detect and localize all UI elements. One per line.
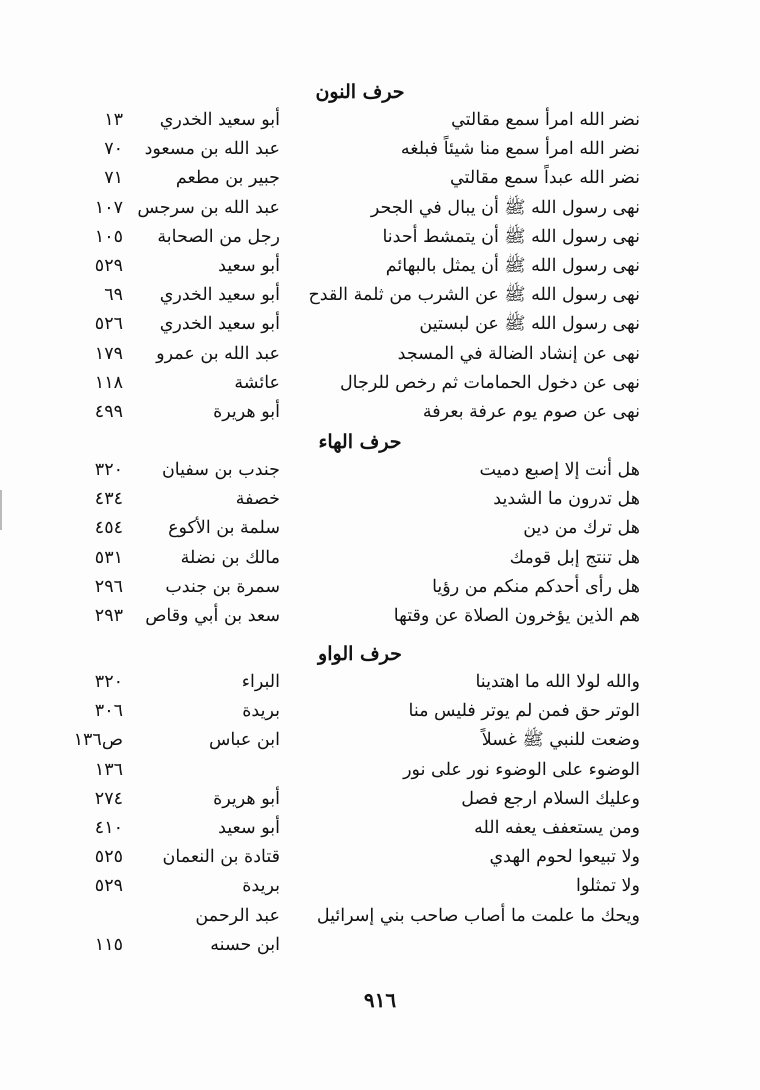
page-reference: ٢٩٣ bbox=[94, 605, 123, 626]
index-row bbox=[80, 872, 640, 901]
page-reference: ١٧٩ bbox=[94, 343, 123, 364]
index-row bbox=[80, 194, 640, 223]
hadith-text: هل تنتج إبل قومك bbox=[509, 547, 640, 568]
page-reference: ٧١ bbox=[104, 168, 123, 189]
hadith-text: الوضوء على الوضوء نور على نور bbox=[403, 759, 640, 780]
narrator-name: سعد بن أبي وقاص bbox=[145, 605, 280, 626]
index-row bbox=[73, 726, 640, 755]
page-reference: ٧٠ bbox=[104, 139, 123, 160]
narrator-name: عبد الرحمن bbox=[195, 905, 280, 926]
hadith-text: نهى رسول الله ﷺ عن الشرب من ثلمة القدح bbox=[308, 285, 640, 306]
index-row bbox=[80, 514, 640, 543]
index-row bbox=[80, 106, 640, 135]
index-row bbox=[80, 164, 640, 193]
narrator-name: سمرة بن جندب bbox=[165, 576, 280, 597]
section-ha bbox=[80, 428, 640, 631]
narrator-name: ابن حسنه bbox=[210, 934, 280, 955]
hadith-text: والله لولا الله ما اهتدينا bbox=[475, 672, 640, 692]
page-reference: ٥٣١ bbox=[94, 547, 123, 568]
narrator-name: البراء bbox=[241, 672, 280, 692]
narrator-name: بريدة bbox=[242, 876, 280, 897]
page-reference: ٣٢٠ bbox=[94, 460, 123, 480]
hadith-text: وضعت للنبي ﷺ غسلاً bbox=[481, 730, 640, 751]
narrator-name: عبد الله بن سرجس bbox=[137, 197, 280, 218]
index-row bbox=[80, 252, 640, 281]
page-reference: ١٠٥ bbox=[94, 226, 123, 247]
hadith-text: هل ترك من دين bbox=[523, 518, 640, 539]
section-heading: حرف الهاء bbox=[318, 431, 402, 453]
page-reference: ٥٢٩ bbox=[94, 255, 123, 276]
index-row bbox=[80, 485, 640, 514]
narrator-name: أبو سعيد bbox=[218, 255, 280, 276]
page-reference: ٣٠٦ bbox=[94, 701, 123, 722]
hadith-text: هل تدرون ما الشديد bbox=[493, 489, 640, 510]
narrator-name: أبو سعيد bbox=[218, 817, 280, 838]
page-reference: ٣٢٠ bbox=[94, 672, 123, 692]
page-reference: ١٣٦ bbox=[94, 759, 123, 780]
hadith-text: نهى رسول الله ﷺ عن لبستين bbox=[419, 314, 640, 335]
page-reference: ١٣ bbox=[104, 110, 123, 130]
narrator-name: أبو سعيد الخدري bbox=[159, 110, 280, 130]
index-row bbox=[80, 756, 640, 785]
hadith-text: نضر الله امرأ سمع منا شيئاً فبلغه bbox=[400, 139, 640, 160]
narrator-name: عائشة bbox=[234, 372, 280, 393]
narrator-name: أبو هريرة bbox=[213, 788, 280, 809]
page-number: ٩١٦ bbox=[363, 988, 397, 1012]
page-reference: ص١٣٦ bbox=[73, 730, 123, 751]
page-reference: ١١٨ bbox=[94, 372, 123, 393]
page-reference: ١١٥ bbox=[94, 934, 123, 955]
page-reference: ٤٣٤ bbox=[94, 489, 123, 510]
index-row bbox=[80, 573, 640, 602]
hadith-text: وعليك السلام ارجع فصل bbox=[461, 788, 640, 809]
section-waw bbox=[73, 640, 640, 960]
index-row bbox=[80, 814, 640, 843]
index-row bbox=[80, 398, 640, 427]
section-nun bbox=[80, 78, 640, 427]
page-reference: ٦٩ bbox=[104, 285, 123, 306]
narrator-name: مالك بن نضلة bbox=[180, 547, 280, 568]
hadith-text: نهى عن صوم يوم عرفة بعرفة bbox=[422, 401, 640, 422]
narrator-name: سلمة بن الأكوع bbox=[168, 518, 280, 539]
index-row bbox=[80, 843, 640, 872]
page-reference: ٥٢٦ bbox=[94, 314, 123, 335]
index-row bbox=[80, 668, 640, 697]
narrator-name: عبد الله بن عمرو bbox=[156, 343, 280, 364]
index-row bbox=[80, 931, 640, 960]
narrator-name: خصفة bbox=[235, 489, 280, 510]
page-reference: ٥٢٩ bbox=[94, 876, 123, 897]
narrator-name: أبو سعيد الخدري bbox=[159, 314, 280, 335]
hadith-text: نهى عن إنشاد الضالة في المسجد bbox=[397, 343, 640, 364]
index-row bbox=[80, 697, 640, 726]
index-row bbox=[80, 281, 640, 310]
page-reference: ٥٢٥ bbox=[94, 847, 123, 868]
index-row bbox=[80, 369, 640, 398]
section-heading: حرف النون bbox=[315, 81, 405, 103]
hadith-text: نهى رسول الله ﷺ أن يبال في الجحر bbox=[370, 197, 640, 218]
narrator-name: عبد الله بن مسعود bbox=[144, 139, 280, 160]
index-row bbox=[80, 135, 640, 164]
narrator-name: بريدة bbox=[242, 701, 280, 722]
narrator-name: رجل من الصحابة bbox=[157, 226, 280, 247]
hadith-text: نهى رسول الله ﷺ أن يتمشط أحدنا bbox=[382, 226, 640, 247]
hadith-text: نضر الله امرأ سمع مقالتي bbox=[451, 110, 640, 130]
index-row bbox=[80, 602, 640, 631]
page-reference: ١٠٧ bbox=[94, 197, 123, 218]
narrator-name: أبو سعيد الخدري bbox=[159, 285, 280, 306]
index-row bbox=[80, 456, 640, 485]
hadith-text: نضر الله عبداً سمع مقالتي bbox=[450, 168, 640, 189]
section-heading: حرف الواو bbox=[318, 643, 402, 665]
hadith-text: نهى عن دخول الحمامات ثم رخص للرجال bbox=[339, 372, 640, 393]
hadith-text: هم الذين يؤخرون الصلاة عن وقتها bbox=[393, 605, 640, 626]
page-reference: ٤٩٩ bbox=[94, 401, 123, 422]
narrator-name: قتادة بن النعمان bbox=[162, 847, 280, 868]
hadith-text: نهى رسول الله ﷺ أن يمثل بالبهائم bbox=[385, 255, 640, 276]
hadith-text: ولا تبيعوا لحوم الهدي bbox=[489, 847, 640, 868]
page-reference: ٢٩٦ bbox=[94, 576, 123, 597]
index-row bbox=[80, 785, 640, 814]
hadith-text: ويحك ما علمت ما أصاب صاحب بني إسرائيل bbox=[316, 905, 640, 926]
narrator-name: جبير بن مطعم bbox=[175, 168, 280, 189]
narrator-name: أبو هريرة bbox=[213, 401, 280, 422]
hadith-text: هل رأى أحدكم منكم من رؤيا bbox=[432, 576, 640, 597]
hadith-text: ولا تمثلوا bbox=[576, 876, 640, 897]
narrator-name: ابن عباس bbox=[208, 730, 280, 751]
scan-edge-mark bbox=[0, 490, 2, 530]
page-reference: ٢٧٤ bbox=[94, 788, 123, 809]
index-row bbox=[80, 223, 640, 252]
page-reference: ٤١٠ bbox=[94, 817, 123, 838]
index-row bbox=[80, 544, 640, 573]
page-reference: ٤٥٤ bbox=[94, 518, 123, 539]
hadith-text: ومن يستعفف يعفه الله bbox=[474, 817, 640, 838]
index-row bbox=[80, 340, 640, 369]
hadith-text: هل أنت إلا إصبع دميت bbox=[479, 460, 640, 480]
hadith-text: الوتر حق فمن لم يوتر فليس منا bbox=[408, 701, 640, 722]
index-row bbox=[80, 902, 640, 931]
narrator-name: جندب بن سفيان bbox=[161, 460, 280, 480]
index-row bbox=[80, 310, 640, 339]
